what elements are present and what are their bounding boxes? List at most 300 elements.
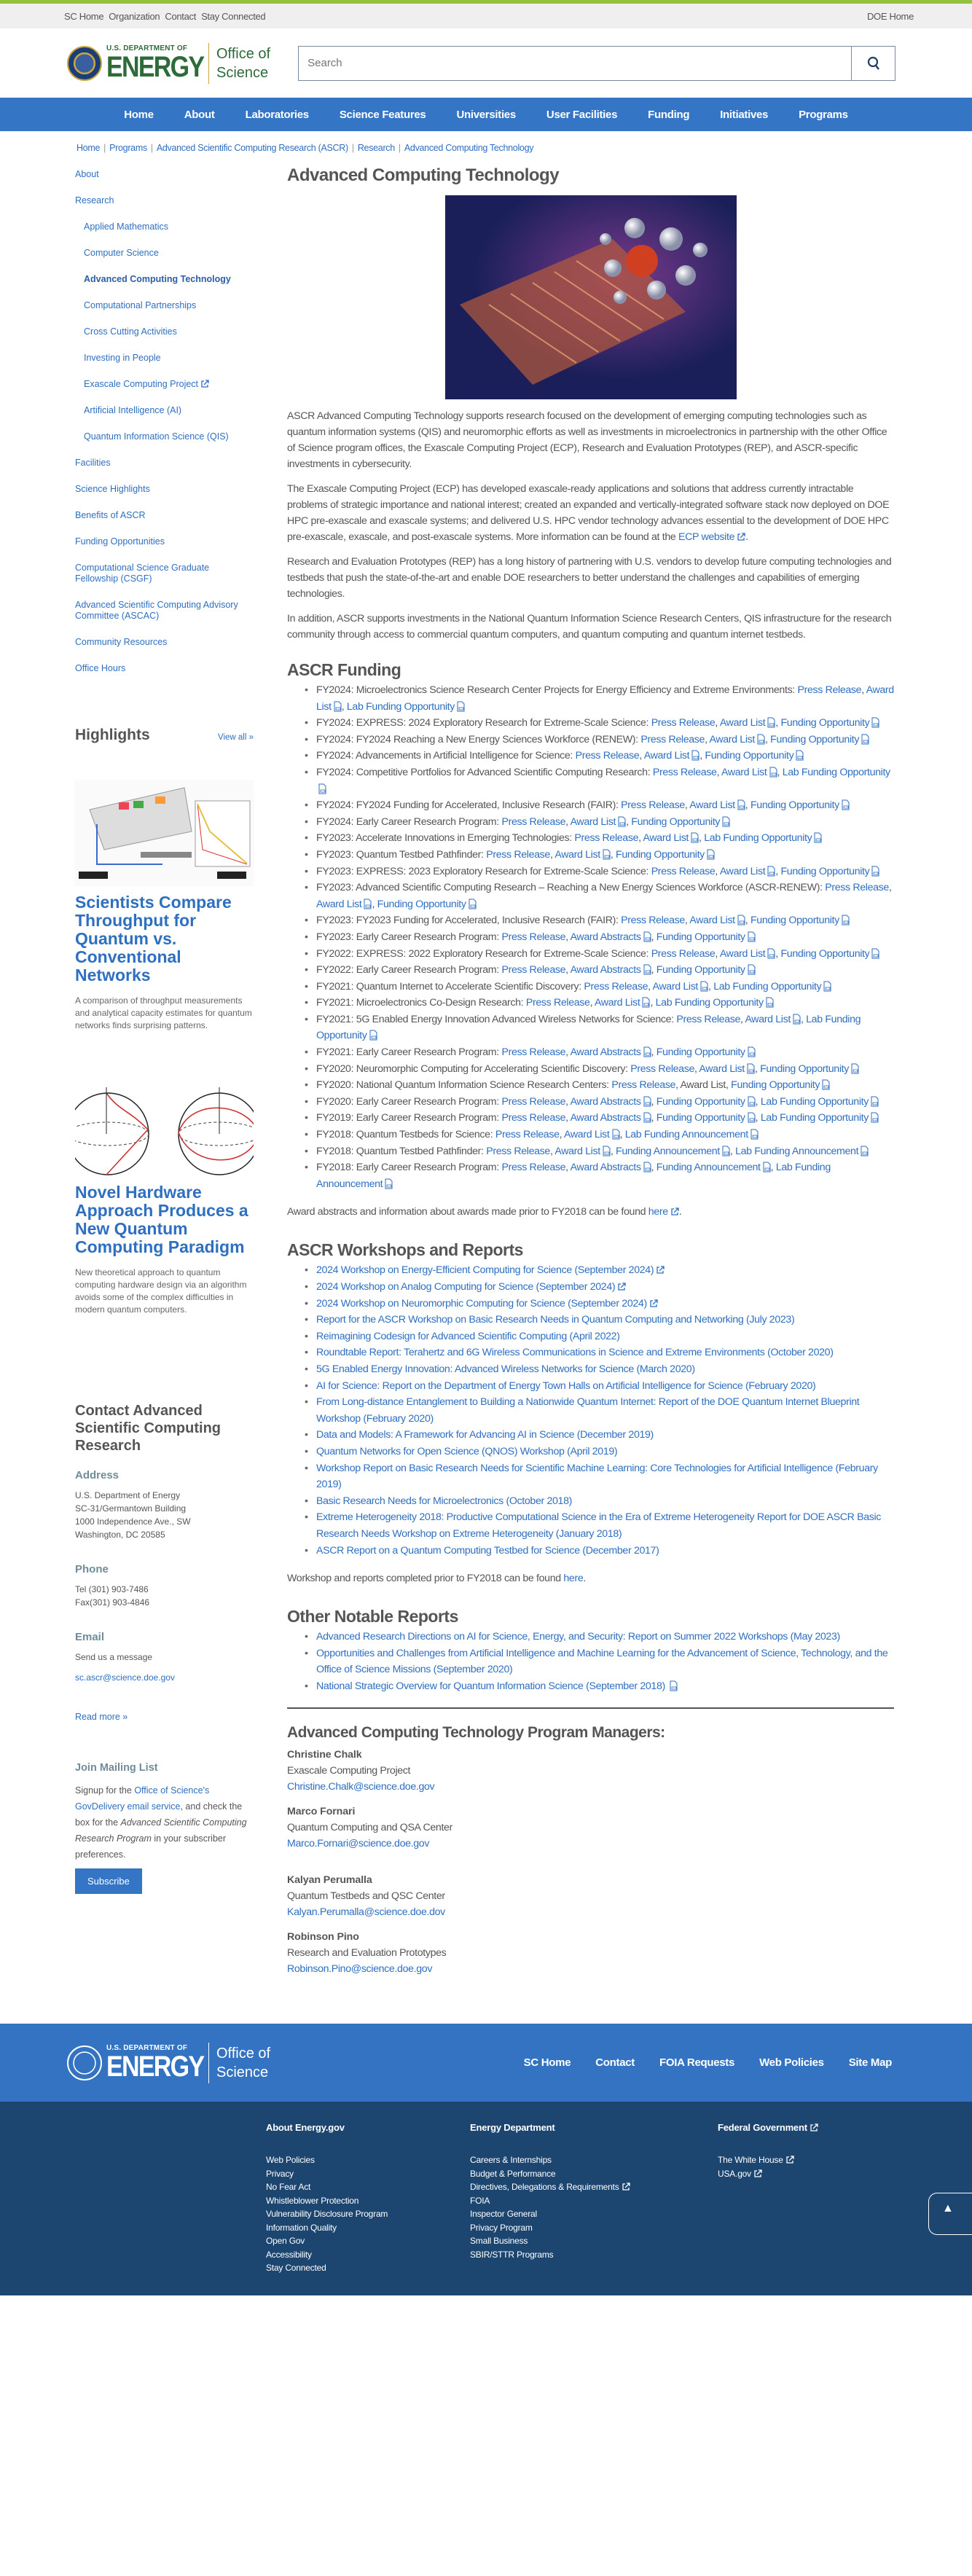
footer-column <box>266 2122 470 2295</box>
footer-logo[interactable] <box>67 2043 270 2083</box>
utility-link[interactable]: Stay Connected <box>201 10 266 22</box>
footer-column-link[interactable]: No Fear Act <box>266 2182 311 2193</box>
sidebar-item[interactable] <box>75 563 254 584</box>
sidebar-item[interactable] <box>75 248 254 259</box>
mailing-list-section <box>75 1762 254 1894</box>
report-item <box>307 1493 894 1510</box>
report-link[interactable]: Basic Research Needs for Microelectronics (October 2018) <box>316 1495 573 1507</box>
funding-item-title: FY2024: Advancements in Artificial Intelligence for Science: <box>316 750 573 762</box>
doe-office-of-science-logo[interactable] <box>67 43 270 84</box>
funding-link[interactable]: Award List <box>689 799 735 812</box>
footer-column-link[interactable]: Careers & Internships <box>470 2155 552 2166</box>
funding-link[interactable]: Funding Opportunity <box>705 750 794 762</box>
footer-column-link[interactable]: Stay Connected <box>266 2263 326 2274</box>
funding-link[interactable]: Lab Funding Opportunity <box>782 766 890 778</box>
funding-item: • FY2023: Advanced Scientific Computing Research – Reaching a New Energy Sciences Workforce (ASCR-RENEW): Press Release, Award List , Funding Opportunity <box>307 880 894 912</box>
report-item <box>307 1328 894 1345</box>
sidebar-item[interactable] <box>75 195 254 206</box>
funding-link[interactable]: Award List <box>745 1013 791 1025</box>
funding-link[interactable]: Award List <box>719 717 766 729</box>
funding-list <box>307 682 894 1192</box>
funding-note: Award abstracts and information about awards made prior to FY2018 can be found here . <box>287 1206 682 1218</box>
funding-link[interactable]: Lab Funding Opportunity <box>655 997 764 1009</box>
funding-link[interactable]: Award List <box>594 997 640 1009</box>
report-link[interactable]: National Strategic Overview for Quantum Information Science (September 2018) <box>316 1680 665 1692</box>
manager-email-link[interactable]: Kalyan.Perumalla@science.doe.dov <box>287 1906 445 1919</box>
funding-link[interactable]: Funding Announcement <box>656 1162 761 1174</box>
search-icon <box>867 56 880 71</box>
funding-link[interactable]: Funding Opportunity <box>780 865 870 877</box>
managers-heading: Advanced Computing Technology Program Managers: <box>287 1724 665 1742</box>
funding-link[interactable]: Press Release <box>621 799 685 812</box>
report-link[interactable]: Extreme Heterogeneity 2018: Productive Computational Science in the Era of Extreme Heterogeneity Report for DOE ASCR Basic Research Needs Workshop on Extreme Heterogeneity (January 2018) <box>316 1511 882 1540</box>
external-link-icon <box>649 1299 658 1308</box>
sidebar-item-label: Cross Cutting Activities <box>84 326 177 337</box>
pdf-icon <box>691 750 699 761</box>
sidebar-item-label: Advanced Computing Technology <box>84 274 231 284</box>
footer-column-link[interactable]: Information Quality <box>266 2222 337 2233</box>
funding-item: • FY2018: Quantum Testbeds for Science: Press Release, Award List , Lab Funding Announcement <box>307 1127 894 1143</box>
funding-link[interactable]: Award List <box>643 750 690 762</box>
pdf-icon <box>643 931 651 942</box>
report-link[interactable]: 2024 Workshop on Energy-Efficient Computing for Science (September 2024) <box>316 1264 654 1277</box>
funding-link[interactable]: Press Release <box>501 964 566 976</box>
funding-item-title: FY2024: Microelectronics Science Research Center Projects for Energy Efficiency and Extreme Environments: <box>316 684 795 696</box>
search-button[interactable] <box>852 46 895 81</box>
funding-link[interactable]: Press Release <box>501 1046 566 1059</box>
funding-item-title: FY2023: FY2023 Funding for Accelerated, Inclusive Research (FAIR): <box>316 915 619 927</box>
sidebar-item[interactable] <box>75 379 254 390</box>
breadcrumb-item[interactable]: Home <box>77 143 101 153</box>
footer-column-link[interactable]: The White House <box>718 2153 922 2167</box>
govdelivery-link[interactable]: Office of Science's GovDelivery email service <box>75 1785 210 1812</box>
funding-link[interactable]: Award Abstracts <box>570 964 641 976</box>
workshops-list <box>307 1262 894 1559</box>
funding-link[interactable]: Award List <box>570 815 616 828</box>
funding-link[interactable]: Award List <box>316 898 362 910</box>
funding-link[interactable]: Lab Funding Announcement <box>624 1129 748 1141</box>
funding-item-title: FY2020: Early Career Research Program: <box>316 1095 499 1108</box>
read-more-link[interactable]: Read more » <box>75 1712 128 1722</box>
logo-science: Science <box>216 2064 269 2080</box>
report-item <box>307 1394 894 1427</box>
sidebar-item-label: Applied Mathematics <box>84 222 169 232</box>
sidebar-item[interactable] <box>75 510 254 521</box>
funding-link[interactable]: Press Release <box>575 750 640 762</box>
footer-column-link[interactable]: USA.gov <box>718 2167 922 2181</box>
funding-link[interactable]: Award List <box>689 915 735 927</box>
funding-link[interactable]: Funding Opportunity <box>760 1062 849 1075</box>
doe-seal-icon <box>67 2045 102 2080</box>
nav-initiatives[interactable]: Initiatives <box>720 108 769 121</box>
report-item <box>307 1296 894 1312</box>
sidebar-item[interactable] <box>75 637 254 648</box>
footer-link[interactable]: Contact <box>595 2056 635 2070</box>
report-link[interactable]: AI for Science: Report on the Department of Energy Town Halls on Artificial Intelligence for Science (February 2020) <box>316 1379 816 1392</box>
funding-item: • FY2018: Quantum Testbed Pathfinder: Press Release, Award List , Funding Announcement , Lab Funding Announcement <box>307 1143 894 1160</box>
footer-column-link[interactable]: Web Policies <box>266 2155 315 2166</box>
address-line: U.S. Department of Energy <box>75 1490 181 1500</box>
pdf-icon <box>757 734 765 745</box>
footer-link[interactable]: Site Map <box>848 2056 892 2070</box>
funding-link[interactable]: Award List <box>554 1145 600 1157</box>
external-link-icon <box>617 1283 626 1291</box>
report-item <box>307 1629 894 1645</box>
funding-item: • FY2023: Early Career Research Program: Press Release, Award Abstracts , Funding Opportunity <box>307 929 894 946</box>
sidebar-item[interactable] <box>75 663 254 674</box>
funding-link[interactable]: Press Release <box>501 815 566 828</box>
main-nav <box>0 98 972 131</box>
pdf-icon <box>763 1162 771 1172</box>
footer-column-link[interactable]: Directives, Delegations & Requirements <box>470 2180 718 2194</box>
sidebar-item[interactable] <box>75 536 254 547</box>
manager-role: Quantum Computing and QSA Center <box>287 1822 452 1834</box>
funding-link[interactable]: Lab Funding Opportunity <box>760 1095 869 1108</box>
funding-link[interactable]: Press Release <box>525 997 590 1009</box>
funding-link[interactable]: Award Abstracts <box>570 1046 641 1059</box>
funding-item: • FY2018: Early Career Research Program: Press Release, Award Abstracts , Funding Announcement , Lab Funding Announcement <box>307 1159 894 1192</box>
report-link[interactable]: Advanced Research Directions on AI for Science, Energy, and Security: Report on Summer 2022 Workshops (May 2023) <box>316 1631 840 1643</box>
footer-column-link[interactable]: Budget & Performance <box>470 2168 556 2179</box>
view-all-link[interactable]: View all » <box>217 733 254 742</box>
report-item <box>307 1509 894 1542</box>
funding-link[interactable]: Press Release <box>501 1162 566 1174</box>
workshops-heading: ASCR Workshops and Reports <box>287 1240 523 1260</box>
sidebar-item[interactable] <box>75 458 254 469</box>
footer-column-link[interactable]: Privacy Program <box>470 2222 533 2233</box>
funding-item: • FY2021: Microelectronics Co-Design Research: Press Release, Award List , Lab Funding Opportunity <box>307 995 894 1011</box>
logo-office: Office of <box>216 2045 271 2062</box>
subscribe-button[interactable]: Subscribe <box>75 1868 142 1894</box>
pdf-icon <box>871 1096 879 1107</box>
footer-link[interactable]: Web Policies <box>759 2056 824 2070</box>
pdf-icon <box>747 1063 755 1074</box>
pdf-icon <box>823 981 831 992</box>
pdf-icon <box>871 948 879 959</box>
sidebar-item[interactable] <box>75 405 254 416</box>
footer-column-title: Energy Department <box>470 2122 555 2134</box>
funding-link[interactable]: Funding Opportunity <box>750 799 839 812</box>
report-item <box>307 1262 894 1279</box>
pdf-icon <box>642 997 650 1008</box>
sidebar-item-label: Office Hours <box>75 663 126 673</box>
sidebar-item[interactable] <box>75 326 254 337</box>
sidebar-item[interactable] <box>75 600 254 622</box>
manager-card <box>287 1872 894 1920</box>
search-input[interactable] <box>298 46 852 81</box>
funding-link[interactable]: Award List <box>652 980 699 993</box>
funding-link[interactable]: Press Release <box>501 1095 566 1108</box>
manager-email-link[interactable]: Robinson.Pino@science.doe.gov <box>287 1963 433 1976</box>
funding-link[interactable]: Press Release <box>640 733 705 745</box>
pdf-icon <box>871 1112 879 1123</box>
funding-link[interactable]: Funding Opportunity <box>656 1046 745 1059</box>
funding-link[interactable]: Award List <box>564 1129 610 1141</box>
address-line: SC-31/Germantown Building <box>75 1503 187 1514</box>
contact-email-link[interactable]: sc.ascr@science.doe.gov <box>75 1672 175 1683</box>
report-item <box>307 1279 894 1296</box>
utility-link[interactable]: Contact <box>165 10 197 22</box>
funding-link[interactable]: Award List <box>554 848 600 861</box>
breadcrumb-separator: | <box>398 143 401 153</box>
pdf-icon <box>643 1162 651 1172</box>
sidebar-item-label: Quantum Information Science (QIS) <box>84 431 229 442</box>
doe-seal-icon <box>67 46 102 81</box>
footer-bottom <box>0 2102 972 2295</box>
footer-column-link[interactable]: Privacy <box>266 2168 294 2179</box>
funding-link[interactable]: Press Release <box>825 882 889 894</box>
manager-card <box>287 1747 894 1795</box>
funding-link[interactable]: Funding Opportunity <box>770 733 860 745</box>
nav-about[interactable]: About <box>184 108 215 121</box>
funding-link[interactable]: Press Release <box>651 947 716 960</box>
footer-link[interactable]: FOIA Requests <box>659 2056 735 2070</box>
footer-column-link[interactable]: Accessibility <box>266 2249 312 2260</box>
funding-link[interactable]: Funding Opportunity <box>656 931 745 943</box>
funding-link[interactable]: Lab Funding Announcement <box>316 1162 831 1190</box>
highlight-title[interactable]: Novel Hardware Approach Produces a New Quantum Computing Paradigm <box>75 1183 248 1256</box>
sidebar-item[interactable] <box>75 431 254 442</box>
report-link[interactable]: Data and Models: A Framework for Advancing AI in Science (December 2019) <box>316 1429 654 1441</box>
footer-column-link[interactable]: Open Gov <box>266 2236 305 2247</box>
pdf-icon <box>643 1046 651 1057</box>
funding-item-title: FY2023: Advanced Scientific Computing Research – Reaching a New Energy Sciences Workforce (ASCR-RENEW): <box>316 882 823 894</box>
mailing-list-title: Join Mailing List <box>75 1762 158 1774</box>
report-item <box>307 1678 894 1695</box>
report-item <box>307 1543 894 1559</box>
footer-column-link[interactable]: Whistleblower Protection <box>266 2195 359 2206</box>
funding-link[interactable]: Lab Funding Opportunity <box>704 832 812 845</box>
funding-item-title: FY2021: Early Career Research Program: <box>316 1046 499 1059</box>
report-link[interactable]: Report for the ASCR Workshop on Basic Research Needs in Quantum Computing and Networking (July 2023) <box>316 1314 795 1326</box>
highlight-image-bloch-spheres[interactable] <box>75 1081 254 1176</box>
report-item <box>307 1361 894 1378</box>
report-link[interactable]: Opportunities and Challenges from Artificial Intelligence and Machine Learning for the Advancement of Science, Technology, and the Office of Science Missions (September 2020) <box>316 1647 888 1676</box>
funding-link[interactable]: Press Release <box>652 766 717 778</box>
funding-link[interactable]: Press Release <box>621 915 685 927</box>
report-link[interactable]: 2024 Workshop on Neuromorphic Computing for Science (September 2024) <box>316 1297 647 1309</box>
sidebar-item-label: Benefits of ASCR <box>75 510 146 520</box>
report-link[interactable]: ASCR Report on a Quantum Computing Testbed for Science (December 2017) <box>316 1544 659 1557</box>
pdf-icon <box>643 1096 651 1107</box>
funding-link[interactable]: Award List <box>316 684 894 713</box>
report-link[interactable]: 5G Enabled Energy Innovation: Advanced Wireless Networks for Science (March 2020) <box>316 1363 695 1375</box>
mailing-list-text: Signup for the Office of Science's GovDelivery email service, and check the box for the Advanced Scientific Computing Research Program in your subscriber preferences. <box>75 1785 247 1860</box>
funding-link[interactable]: Press Release <box>651 717 716 729</box>
funding-item: • FY2022: Early Career Research Program: Press Release, Award Abstracts , Funding Opportunity <box>307 962 894 979</box>
pdf-icon <box>700 981 708 992</box>
pdf-icon <box>318 783 326 794</box>
sidebar-item[interactable] <box>75 353 254 364</box>
logo-office: Office of <box>216 45 271 62</box>
funding-link[interactable]: Funding Announcement <box>616 1145 720 1157</box>
funding-link[interactable]: Funding Opportunity <box>656 964 745 976</box>
funding-link[interactable]: Funding Opportunity <box>780 717 870 729</box>
funding-link[interactable]: Lab Funding Announcement <box>735 1145 859 1157</box>
ecp-website-link[interactable]: ECP website <box>678 531 745 543</box>
funding-link[interactable]: Press Release <box>574 832 639 845</box>
external-link-icon <box>670 1207 679 1216</box>
funding-link[interactable]: Award List <box>719 947 766 960</box>
prior-workshops-link[interactable]: here <box>563 1573 584 1585</box>
logo-dept-small: U.S. DEPARTMENT OF <box>106 44 188 52</box>
breadcrumb-separator: | <box>103 143 106 153</box>
pdf-icon <box>469 899 477 909</box>
nav-science-features[interactable]: Science Features <box>339 108 426 121</box>
report-link[interactable]: Roundtable Report: Terahertz and 6G Wireless Communications in Science and Extreme Environments (October 2020) <box>316 1347 834 1359</box>
utility-link[interactable]: Organization <box>109 10 160 22</box>
pdf-icon <box>748 1112 756 1123</box>
funding-link[interactable]: Press Release <box>495 1129 560 1141</box>
funding-link[interactable]: Funding Opportunity <box>631 815 721 828</box>
funding-link[interactable]: Award List <box>719 865 766 877</box>
logo-dept-big: ENERGY <box>106 2050 204 2083</box>
footer-column-link[interactable]: Vulnerability Disclosure Program <box>266 2209 388 2220</box>
funding-link[interactable]: Funding Opportunity <box>731 1079 820 1092</box>
pdf-icon <box>603 1146 611 1156</box>
funding-link[interactable]: Funding Opportunity <box>656 1095 745 1108</box>
sidebar-item[interactable] <box>75 484 254 495</box>
phone-line: Fax(301) 903-4846 <box>75 1597 150 1608</box>
pdf-icon <box>748 964 756 975</box>
funding-link[interactable]: Funding Opportunity <box>656 1112 745 1124</box>
highlight-image-network[interactable] <box>75 780 254 886</box>
funding-link[interactable]: Award Abstracts <box>570 1162 641 1174</box>
funding-link[interactable]: Lab Funding Opportunity <box>713 980 822 993</box>
manager-email-link[interactable]: Marco.Fornari@science.doe.gov <box>287 1838 430 1850</box>
external-link-icon <box>622 2182 630 2191</box>
report-link[interactable]: From Long-distance Entanglement to Building a Nationwide Quantum Internet: Report of the DOE Quantum Internet Blueprint Workshop (February 2020) <box>316 1396 860 1425</box>
contact-title: Contact Advanced Scientific Computing Research <box>75 1403 221 1454</box>
funding-link[interactable]: Award Abstracts <box>570 1095 641 1108</box>
funding-item-title: FY2023: Accelerate Innovations in Emerging Technologies: <box>316 832 572 845</box>
funding-item: • FY2021: Quantum Internet to Accelerate Scientific Discovery: Press Release, Award List , Lab Funding Opportunity <box>307 979 894 995</box>
nav-programs[interactable]: Programs <box>799 108 848 121</box>
funding-item-title: FY2024: Early Career Research Program: <box>316 815 499 828</box>
funding-link[interactable]: Funding Opportunity <box>750 915 839 927</box>
breadcrumb-item[interactable]: Research <box>357 143 395 153</box>
funding-link[interactable]: Press Release <box>501 931 566 943</box>
highlight-desc: New theoretical approach to quantum computing hardware design via an algorithm avoids some of the complex difficulties in modern quantum computers. <box>75 1267 247 1315</box>
main-content <box>287 165 894 1986</box>
footer-column-link[interactable]: Inspector General <box>470 2209 537 2220</box>
footer-column-link[interactable]: Small Business <box>470 2236 528 2247</box>
intro-paragraph: ASCR Advanced Computing Technology supports research focused on the development of emerging computing technologies such as quantum information systems (QIS) and neuromorphic efforts as well as investments in microelectronics in partnership with the other Office of Science program offices, the Exascale Computing Project (ECP), Research and Evaluation Prototypes (REP), and ASCR-specific investments in cybersecurity. <box>287 410 887 470</box>
email-label: Email <box>75 1631 105 1643</box>
external-link-icon <box>753 2169 762 2178</box>
funding-link[interactable]: Funding Opportunity <box>377 898 466 910</box>
external-link-icon <box>656 1266 665 1275</box>
footer-column-link[interactable]: FOIA <box>470 2195 490 2206</box>
funding-link[interactable]: Press Release <box>651 865 716 877</box>
prior-awards-link[interactable]: here <box>648 1206 679 1218</box>
nav-laboratories[interactable]: Laboratories <box>245 108 309 121</box>
pdf-icon <box>750 1129 759 1140</box>
highlights-title: Highlights <box>75 727 150 743</box>
breadcrumb-separator: | <box>150 143 153 153</box>
funding-link[interactable]: Press Release <box>584 980 648 993</box>
report-item <box>307 1645 894 1678</box>
pdf-icon <box>612 1129 620 1140</box>
manager-name: Marco Fornari <box>287 1806 356 1818</box>
manager-email-link[interactable]: Christine.Chalk@science.doe.gov <box>287 1781 435 1793</box>
funding-item: • FY2024: FY2024 Funding for Accelerated, Inclusive Research (FAIR): Press Release, Award List , Funding Opportunity <box>307 797 894 814</box>
sidebar-item[interactable] <box>75 169 254 180</box>
funding-link[interactable]: Funding Opportunity <box>616 848 705 861</box>
funding-link[interactable]: Lab Funding Opportunity <box>760 1112 869 1124</box>
pdf-icon <box>814 832 822 843</box>
funding-link[interactable]: Press Release <box>501 1112 566 1124</box>
report-link[interactable]: 2024 Workshop on Analog Computing for Science (September 2024) <box>316 1281 616 1293</box>
sidebar-item[interactable] <box>75 274 254 285</box>
report-item <box>307 1378 894 1395</box>
footer-link[interactable]: SC Home <box>523 2056 571 2070</box>
utility-link[interactable]: SC Home <box>64 10 104 22</box>
funding-item: • FY2021: 5G Enabled Energy Innovation Advanced Wireless Networks for Science: Press Release, Award List , Lab Funding Opportunity <box>307 1011 894 1044</box>
pdf-icon <box>767 717 775 728</box>
funding-link[interactable]: Lab Funding Opportunity <box>346 700 455 713</box>
breadcrumb-item[interactable]: Advanced Scientific Computing Research (ASCR) <box>156 143 348 153</box>
funding-item: • FY2024: Microelectronics Science Research Center Projects for Energy Efficiency and Extreme Environments: Press Release, Award List , Lab Funding Opportunity <box>307 682 894 715</box>
nav-user-facilities[interactable]: User Facilities <box>546 108 618 121</box>
report-link[interactable]: Workshop Report on Basic Research Needs for Scientific Machine Learning: Core Technologies for Artificial Intelligence (February 2019) <box>316 1462 878 1491</box>
sidebar-item-label: Investing in People <box>84 353 161 363</box>
nav-home[interactable]: Home <box>124 108 154 121</box>
sidebar-item[interactable] <box>75 222 254 232</box>
external-link-icon <box>200 380 209 388</box>
pdf-icon <box>722 816 730 827</box>
report-link[interactable]: Reimagining Codesign for Advanced Scientific Computing (April 2022) <box>316 1330 620 1342</box>
funding-link[interactable]: Award List <box>699 1062 745 1075</box>
sidebar-item-label: Facilities <box>75 458 111 468</box>
funding-item: • FY2024: Advancements in Artificial Intelligence for Science: Press Release, Award List , Funding Opportunity <box>307 748 894 764</box>
funding-item: • FY2023: Accelerate Innovations in Emerging Technologies: Press Release, Award List , Lab Funding Opportunity <box>307 830 894 847</box>
funding-link[interactable]: Award List <box>643 832 689 845</box>
funding-link[interactable]: Press Release <box>486 848 550 861</box>
funding-link[interactable]: Press Release <box>797 684 862 696</box>
report-link[interactable]: Quantum Networks for Open Science (QNOS) Workshop (April 2019) <box>316 1445 618 1457</box>
nav-universities[interactable]: Universities <box>456 108 516 121</box>
funding-link[interactable]: Lab Funding Opportunity <box>316 1013 861 1042</box>
address-line: 1000 Independence Ave., SW <box>75 1516 191 1527</box>
pdf-icon <box>722 1146 730 1156</box>
funding-link[interactable]: Award List <box>721 766 767 778</box>
funding-link[interactable]: Press Release <box>630 1062 694 1075</box>
doe-home-link[interactable]: DOE Home <box>866 10 914 22</box>
funding-link[interactable]: Press Release <box>676 1013 741 1025</box>
nav-funding[interactable]: Funding <box>648 108 690 121</box>
pdf-icon <box>822 1079 830 1090</box>
logo-dept-big: ENERGY <box>106 50 204 83</box>
funding-link[interactable]: Funding Opportunity <box>780 947 870 960</box>
breadcrumb-item[interactable]: Programs <box>109 143 147 153</box>
highlight-title[interactable]: Scientists Compare Throughput for Quantum vs. Conventional Networks <box>75 893 232 984</box>
funding-link[interactable]: Award Abstracts <box>570 1112 641 1124</box>
funding-item-title: FY2024: FY2024 Reaching a New Energy Sciences Workforce (RENEW): <box>316 733 638 745</box>
phone-numbers <box>75 1583 254 1609</box>
footer-column <box>718 2122 922 2295</box>
funding-item-title: FY2018: Quantum Testbeds for Science: <box>316 1129 493 1141</box>
breadcrumb-item[interactable]: Advanced Computing Technology <box>404 143 534 153</box>
highlight-desc: A comparison of throughput measurements and analytical capacity estimates for quantum networks finds surprising patterns. <box>75 995 252 1030</box>
sidebar-item[interactable] <box>75 300 254 311</box>
funding-link[interactable]: Press Release <box>611 1079 676 1092</box>
funding-link[interactable]: Award Abstracts <box>570 931 641 943</box>
funding-link[interactable]: Press Release <box>486 1145 550 1157</box>
funding-link[interactable]: Award List <box>709 733 755 745</box>
footer-column-link[interactable]: SBIR/STTR Programs <box>470 2249 554 2260</box>
back-to-top-button[interactable]: ▲ <box>928 2193 972 2235</box>
